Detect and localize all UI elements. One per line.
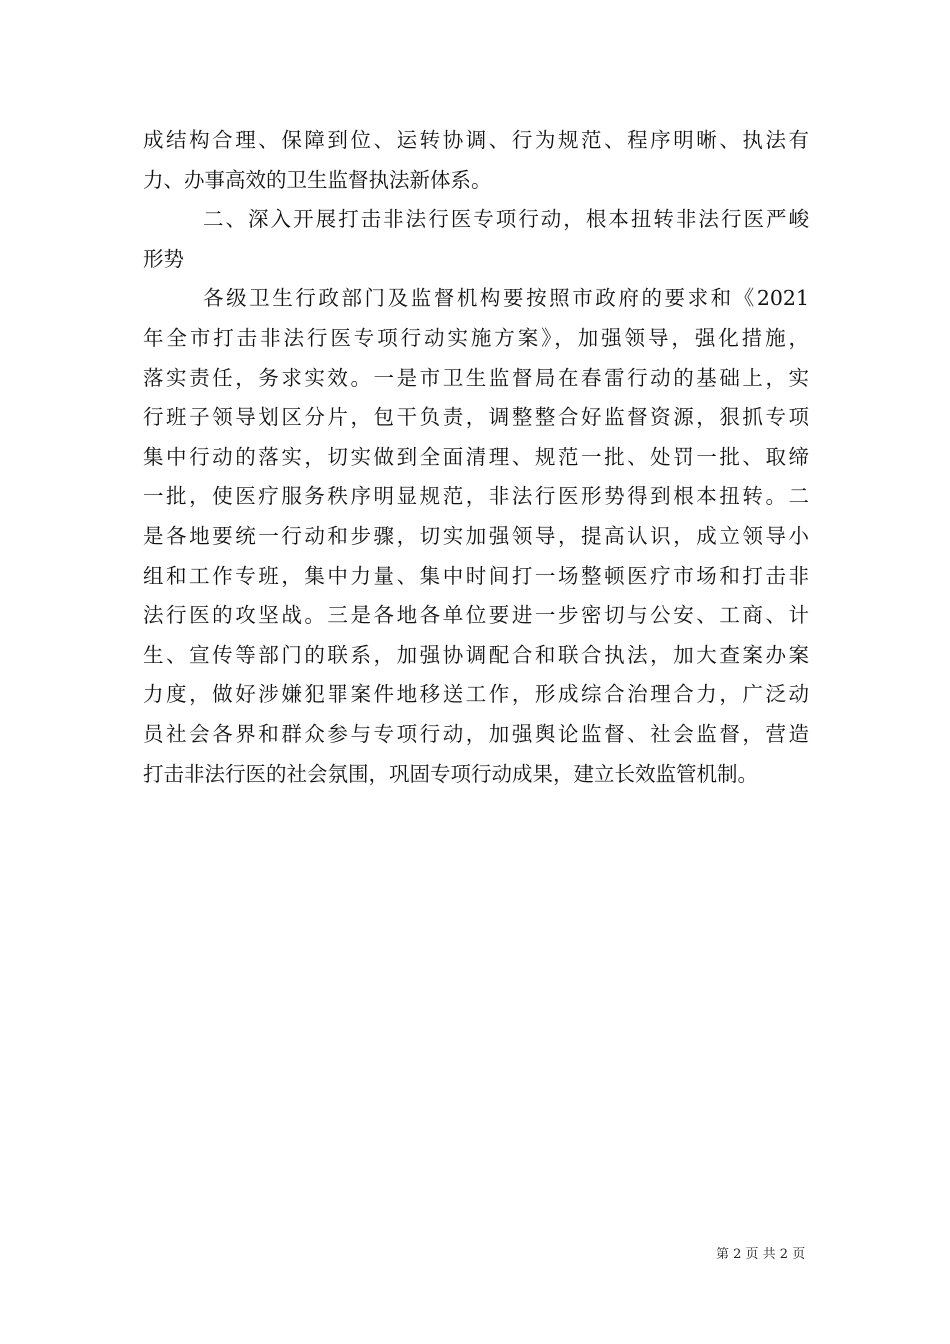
body-line: 成结构合理、保障到位、运转协调、行为规范、程序明晰、执法有 — [143, 128, 809, 152]
body-line: 组和工作专班，集中力量、集中时间打一场整顿医疗市场和打击非 — [143, 563, 809, 588]
body-line: 集中行动的落实，切实做到全面清理、规范一批、处罚一批、取缔 — [143, 444, 809, 469]
section-heading-line: 形势 — [143, 246, 184, 271]
body-line: 行班子领导划区分片，包干负责，调整整合好监督资源，狠抓专项 — [143, 405, 809, 430]
body-line: 力度，做好涉嫌犯罪案件地移送工作，形成综合治理合力，广泛动 — [143, 682, 809, 707]
body-line: 是各地要统一行动和步骤，切实加强领导，提高认识，成立领导小 — [143, 523, 809, 548]
section-heading-line: 二、深入开展打击非法行医专项行动，根本扭转非法行医严峻 — [203, 207, 809, 232]
document-body — [143, 121, 809, 794]
body-line: 各级卫生行政部门及监督机构要按照市政府的要求和《2021 — [203, 286, 809, 311]
body-line: 一批，使医疗服务秩序明显规范，非法行医形势得到根本扭转。二 — [143, 484, 809, 509]
body-line: 法行医的攻坚战。三是各地各单位要进一步密切与公安、工商、计 — [143, 603, 809, 628]
page-number: 第 2 页 共 2 页 — [716, 1247, 806, 1262]
body-line: 力、办事高效的卫生监督执法新体系。 — [143, 167, 492, 192]
body-line: 年全市打击非法行医专项行动实施方案》，加强领导，强化措施， — [143, 325, 809, 350]
body-line: 落实责任，务求实效。一是市卫生监督局在春雷行动的基础上，实 — [143, 365, 809, 390]
body-line: 生、宣传等部门的联系，加强协调配合和联合执法，加大查案办案 — [143, 642, 809, 667]
body-line: 员社会各界和群众参与专项行动，加强舆论监督、社会监督，营造 — [143, 721, 809, 746]
body-line: 打击非法行医的社会氛围，巩固专项行动成果，建立长效监管机制。 — [143, 761, 758, 786]
